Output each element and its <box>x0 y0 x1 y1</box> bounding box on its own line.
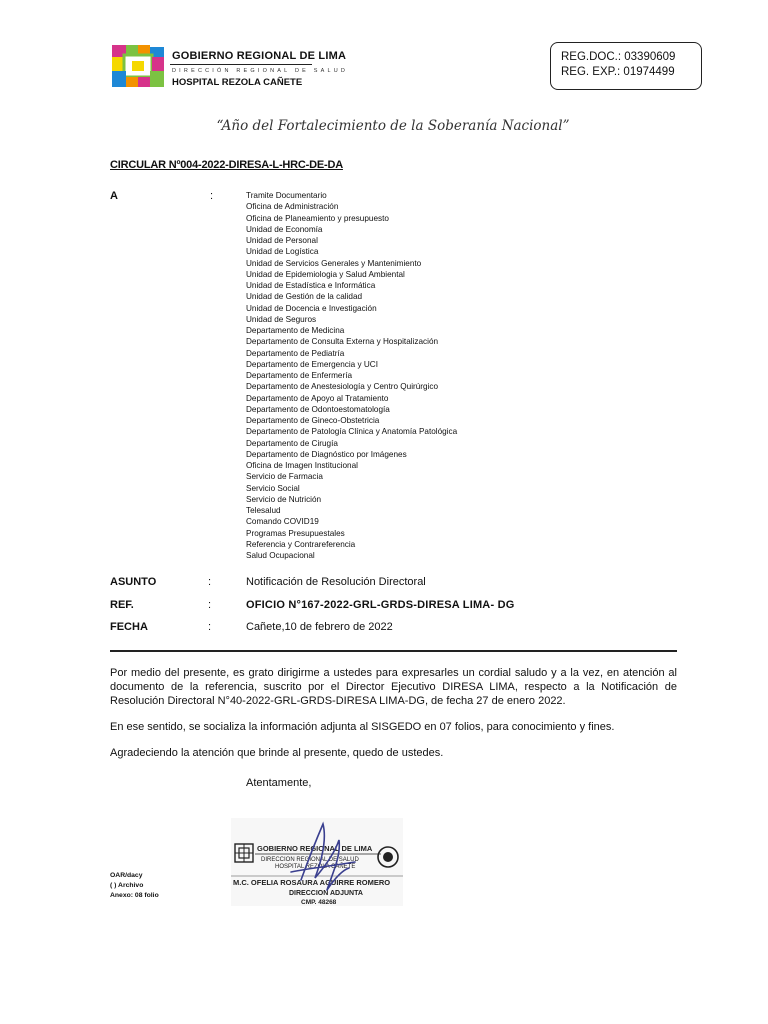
asunto-value: Notificación de Resolución Directoral <box>246 576 426 588</box>
recipient-item: Unidad de Seguros <box>246 314 317 324</box>
recipient-item: Unidad de Epidemiologia y Salud Ambiental <box>246 269 405 279</box>
recipient-item: Servicio de Nutrición <box>246 494 322 504</box>
stamp-dir: DIRECCION REGIONAL DE SALUD <box>261 857 359 863</box>
fecha-label: FECHA <box>110 621 148 633</box>
ref-colon: : <box>208 599 212 611</box>
recipient-item: Departamento de Apoyo al Tratamiento <box>246 393 389 403</box>
recipient-item: Unidad de Economía <box>246 224 323 234</box>
recipient-item: Departamento de Anestesiología y Centro Quirúrgico <box>246 382 439 392</box>
recipient-item: Salud Ocupacional <box>246 551 315 560</box>
recipient-list <box>246 190 457 561</box>
fecha-colon: : <box>208 621 212 633</box>
recipient-item: Departamento de Cirugía <box>246 438 338 448</box>
recipient-item: Referencia y Contrareferencia <box>246 539 356 549</box>
org-direction: DIRECCIÓN REGIONAL DE SALUD <box>172 68 349 74</box>
recipient-item: Unidad de Gestión de la calidad <box>246 292 363 302</box>
recipient-item: Comando COVID19 <box>246 517 319 527</box>
recipient-item: Unidad de Estadística e Informática <box>246 281 376 290</box>
recipient-item: Unidad de Servicios Generales y Mantenimiento <box>246 258 422 268</box>
asunto-colon: : <box>208 576 212 588</box>
footnote-annex: Anexo: 08 folio <box>110 892 159 899</box>
hospital-name: HOSPITAL REZOLA CAÑETE <box>172 77 303 88</box>
stamp-cmp: CMP. 48268 <box>301 899 337 906</box>
reg-doc: REG.DOC.: 03390609 <box>561 51 676 63</box>
recipient-item: Servicio Social <box>246 483 300 493</box>
header-divider <box>170 64 312 65</box>
fecha-value: Cañete,10 de febrero de 2022 <box>246 621 393 633</box>
asunto-label: ASUNTO <box>110 576 157 588</box>
recipient-item: Servicio de Farmacia <box>246 472 323 482</box>
footnote-initials: OAR/dacy <box>110 872 143 879</box>
recipient-item: Departamento de Patología Clínica y Anatomía Patológica <box>246 427 458 437</box>
recipient-item: Tramite Documentario <box>246 191 327 200</box>
registration-box <box>550 42 702 90</box>
recipient-item: Departamento de Consulta Externa y Hospitalización <box>246 337 439 347</box>
ref-label: REF. <box>110 599 134 611</box>
recipient-item: Programas Presupuestales <box>246 528 345 538</box>
recipient-item: Departamento de Diagnóstico por Imágenes <box>246 449 407 459</box>
recipient-item: Unidad de Docencia e Investigación <box>246 303 377 313</box>
body-paragraph-2: En ese sentido, se socializa la información adjunta al SISGEDO en 07 folios, para conocimiento y fines. <box>110 721 615 733</box>
to-colon: : <box>210 190 214 202</box>
signature-stamp <box>231 818 403 906</box>
stamp-hosp: HOSPITAL REZOLA CAÑETE <box>275 864 356 870</box>
recipient-item: Oficina de Imagen Institucional <box>246 461 358 470</box>
recipient-item: Departamento de Emergencia y UCI <box>246 359 378 369</box>
farewell: Atentamente, <box>246 777 312 789</box>
recipient-item: Departamento de Odontoestomatología <box>246 404 390 414</box>
org-name: GOBIERNO REGIONAL DE LIMA <box>172 50 347 62</box>
recipient-item: Departamento de Medicina <box>246 326 345 335</box>
section-divider <box>110 650 677 652</box>
stamp-role: DIRECCION ADJUNTA <box>289 890 363 897</box>
stamp-org: GOBIERNO REGIONAL DE LIMA <box>257 844 373 853</box>
recipient-item: Oficina de Administración <box>246 202 339 212</box>
footnote-archive: ( ) Archivo <box>110 882 144 889</box>
year-motto: “Año del Fortalecimiento de la Soberanía Nacional” <box>216 118 570 134</box>
stamp-signer: M.C. OFELIA ROSAURA AGUIRRE ROMERO <box>233 878 391 887</box>
hospital-logo <box>110 42 166 90</box>
body-paragraph-3: Agradeciendo la atención que brinde al presente, quedo de ustedes. <box>110 747 444 759</box>
ref-value: OFICIO N°167-2022-GRL-GRDS-DIRESA LIMA- DG <box>246 599 515 611</box>
recipient-item: Departamento de Enfermería <box>246 371 353 380</box>
recipient-item: Departamento de Gineco-Obstetricia <box>246 416 380 425</box>
recipient-item: Unidad de Personal <box>246 236 318 245</box>
recipient-item: Departamento de Pediatría <box>246 348 345 358</box>
to-label: A <box>110 190 118 202</box>
recipient-item: Telesalud <box>246 506 281 515</box>
body-paragraph-1: Por medio del presente, es grato dirigirme a ustedes para expresarles un cordial saludo y a la vez, en atención al documento de la referencia, suscrito por el Director Ejecutivo DIRESA LIMA, respecto a la Notificación de Resolución Directoral N°40-2022-GRL-GRDS-DIRESA LIMA-DG, de fecha 27 de enero 2022. <box>110 667 677 707</box>
reg-exp: REG. EXP.: 01974499 <box>561 66 675 78</box>
recipient-item: Oficina de Planeamiento y presupuesto <box>246 213 389 223</box>
recipient-item: Unidad de Logística <box>246 247 319 257</box>
circular-title: CIRCULAR Nº004-2022-DIRESA-L-HRC-DE-DA <box>110 159 343 171</box>
